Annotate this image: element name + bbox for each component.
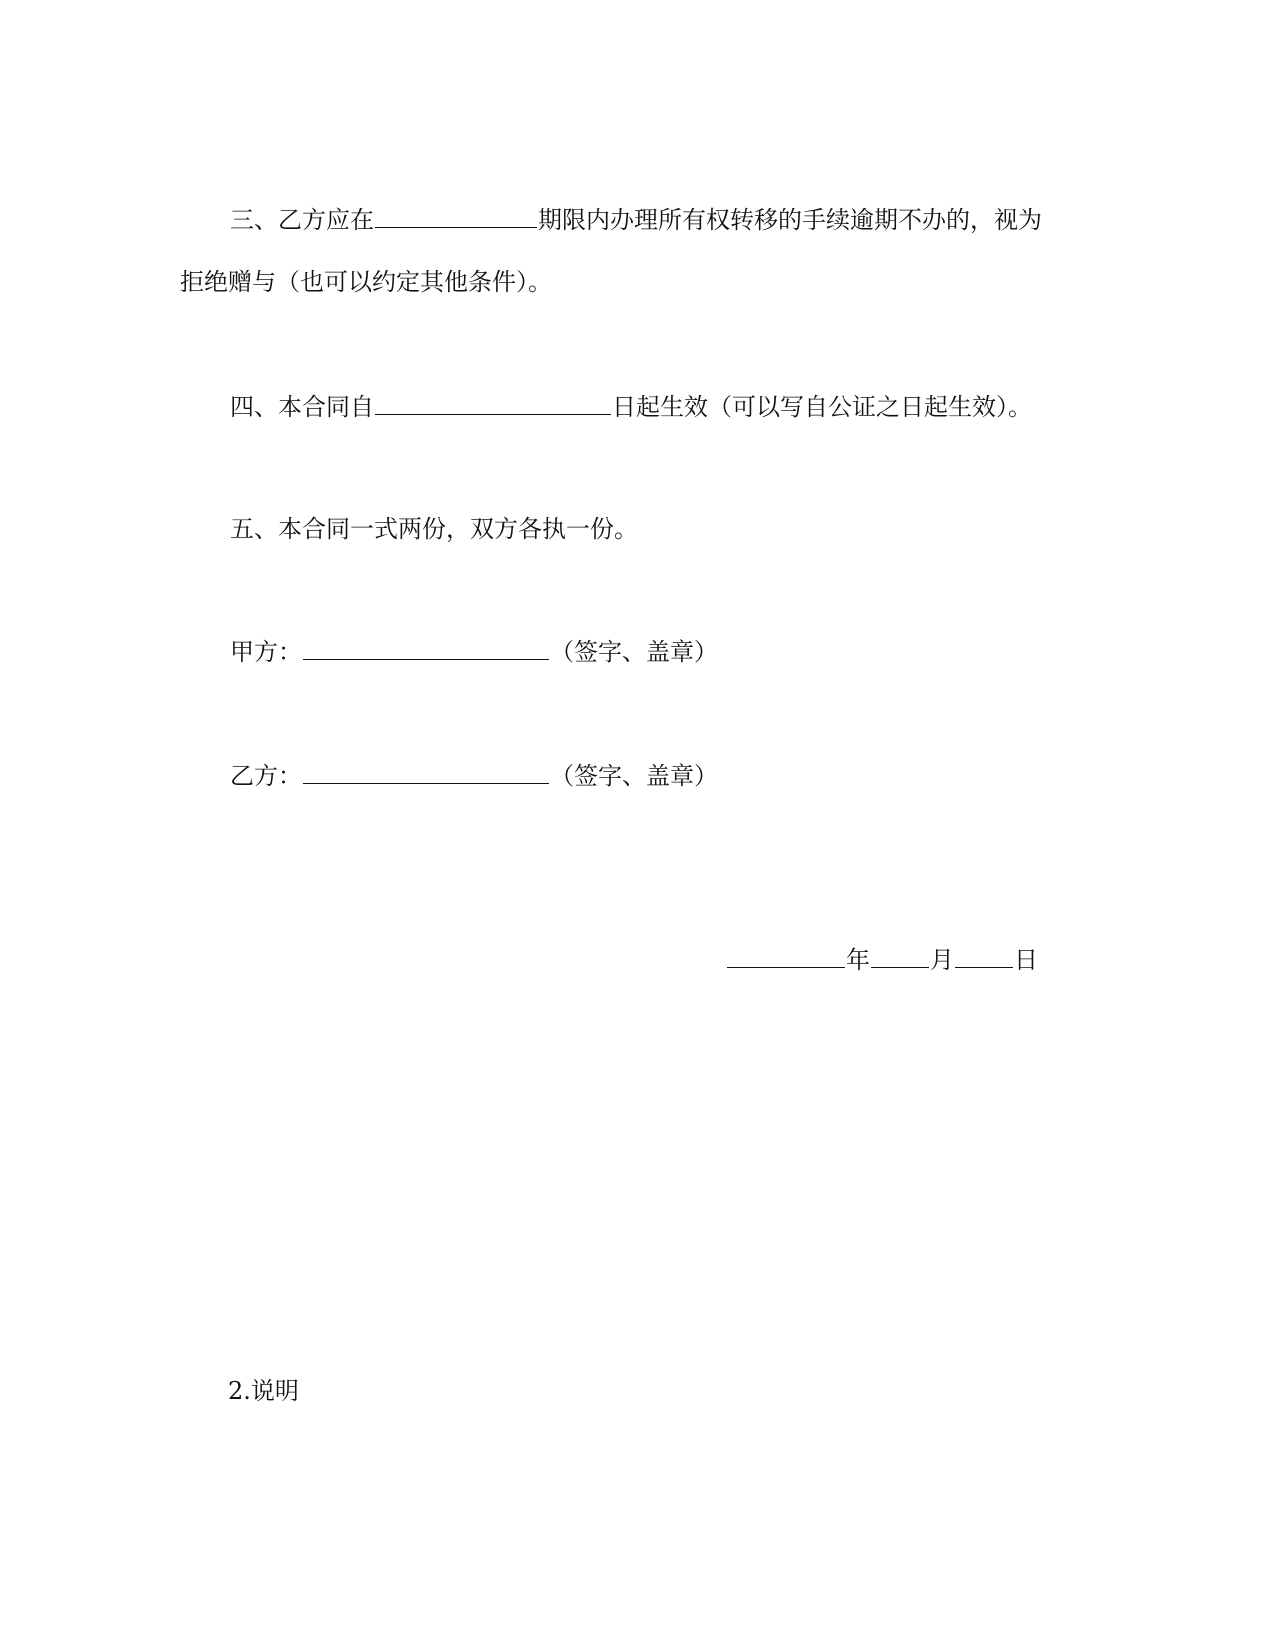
day-label: 日 <box>1014 946 1038 974</box>
clause-4-date-blank[interactable] <box>375 392 611 415</box>
party-b-signature <box>230 760 718 792</box>
year-label: 年 <box>846 946 870 974</box>
year-blank[interactable] <box>727 945 845 968</box>
signing-date <box>726 944 1038 976</box>
section-heading <box>228 1375 299 1407</box>
party-a-label: 甲方： <box>230 638 302 666</box>
clause-3-period-blank[interactable] <box>375 205 537 228</box>
party-b-note: （签字、盖章） <box>550 762 718 790</box>
party-a-signature <box>230 636 718 668</box>
party-a-signature-blank[interactable] <box>303 637 549 660</box>
section-title: 2.说明 <box>228 1377 299 1405</box>
clause-4-prefix: 四、本合同自 <box>230 393 374 421</box>
clause-5-text: 五、本合同一式两份，双方各执一份。 <box>230 515 638 543</box>
clause-3-prefix: 三、乙方应在 <box>230 206 374 234</box>
clause-3-line-2 <box>180 266 552 298</box>
clause-3-continuation: 拒绝赠与（也可以约定其他条件）。 <box>180 268 552 296</box>
clause-5 <box>230 513 638 545</box>
month-blank[interactable] <box>871 945 929 968</box>
party-b-signature-blank[interactable] <box>303 761 549 784</box>
party-b-label: 乙方： <box>230 762 302 790</box>
month-label: 月 <box>930 946 954 974</box>
clause-4-suffix: 日起生效（可以写自公证之日起生效）。 <box>612 393 1032 421</box>
party-a-note: （签字、盖章） <box>550 638 718 666</box>
clause-3-line-1 <box>230 204 1042 236</box>
day-blank[interactable] <box>955 945 1013 968</box>
clause-3-middle: 期限内办理所有权转移的手续逾期不办的，视为 <box>538 206 1042 234</box>
clause-4 <box>230 391 1032 423</box>
